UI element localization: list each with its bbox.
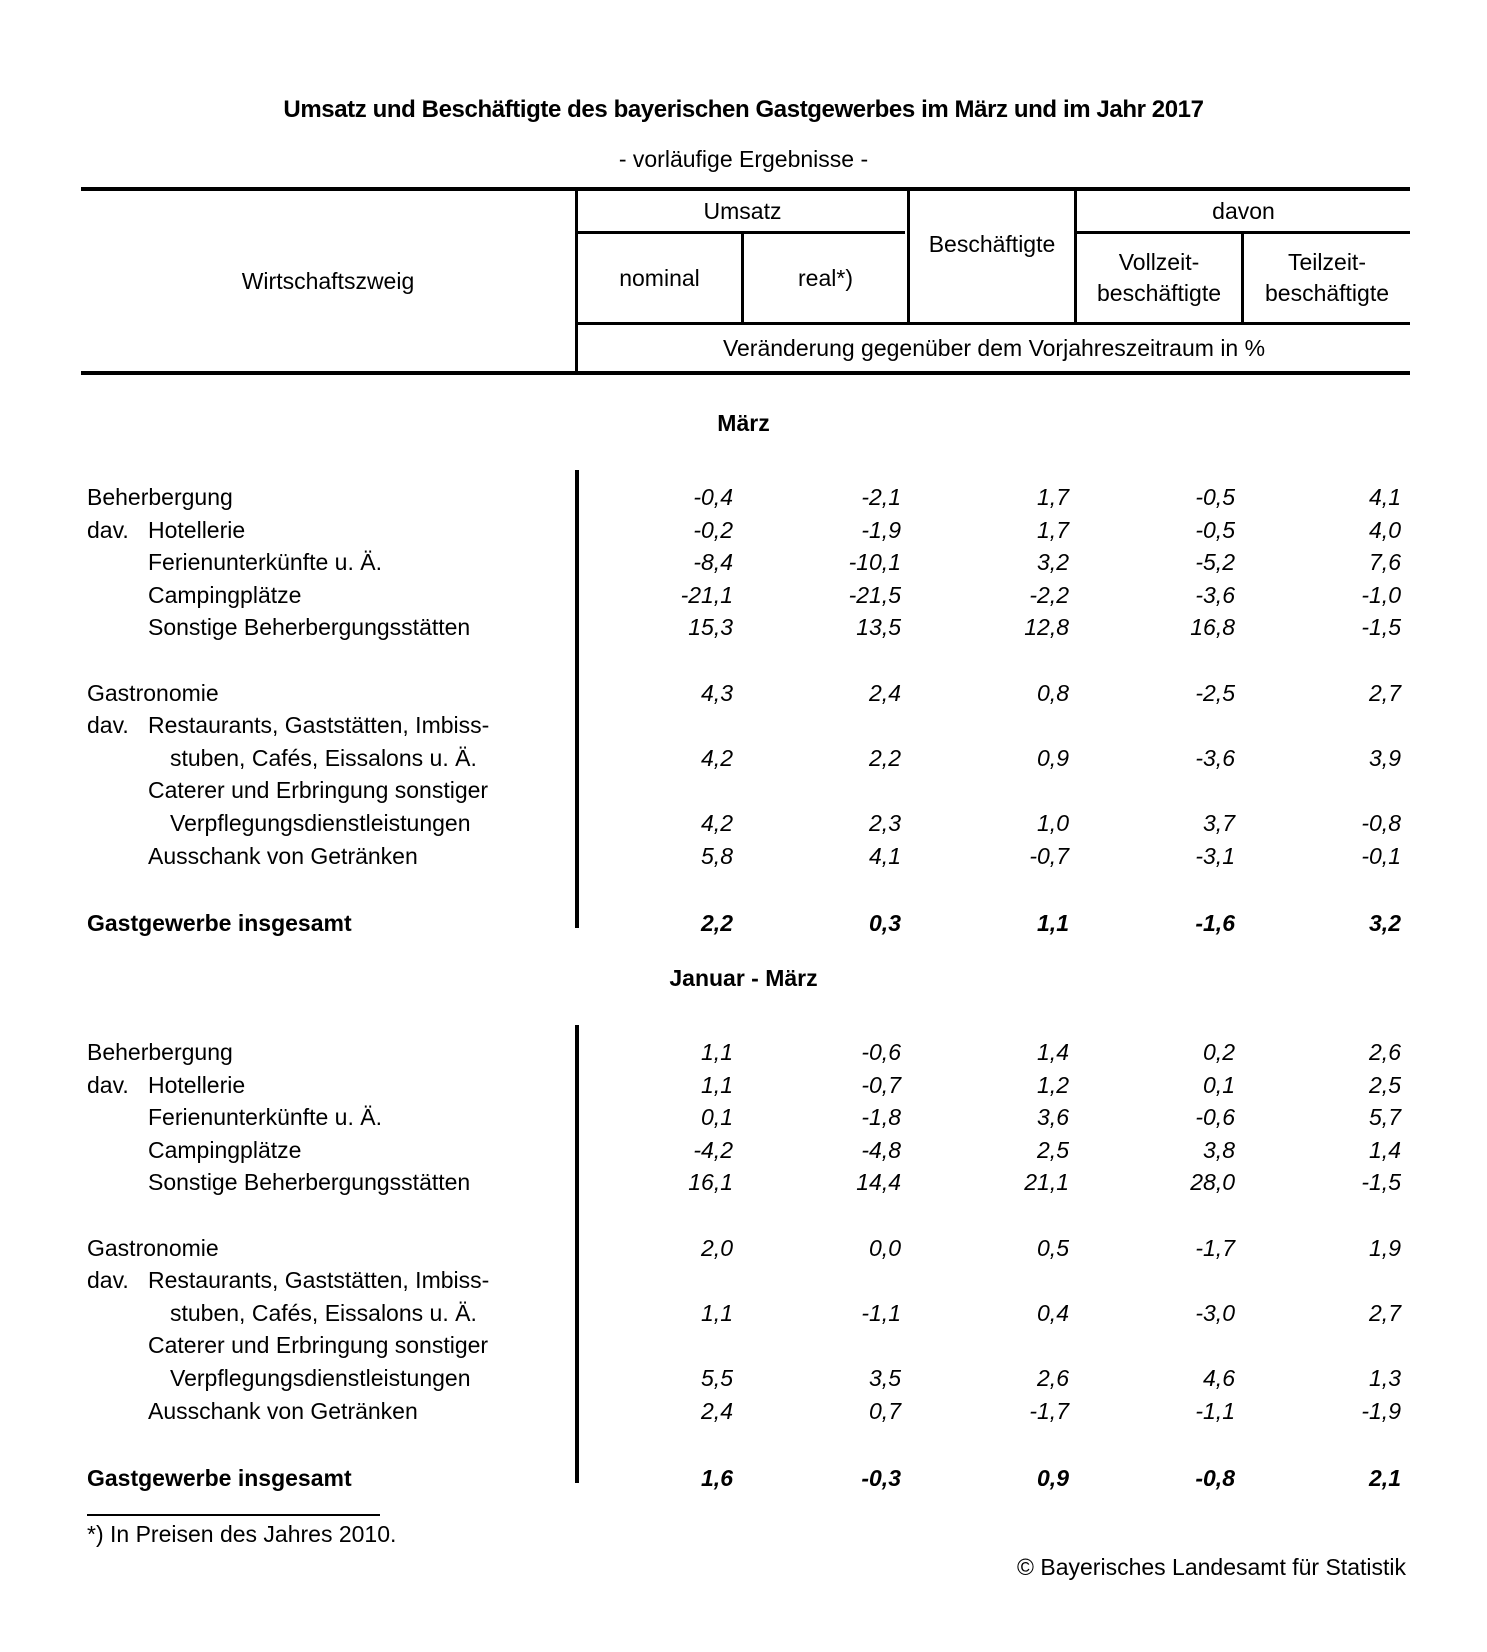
table-row [0,1039,1487,1071]
row-label-continued: Verpflegungsdienstleistungen [170,810,471,836]
cell-value: -1,7 [1195,1234,1235,1261]
cell-value: -1,8 [861,1104,901,1131]
table-row [0,1398,1487,1430]
cell-value: 1,1 [1037,909,1069,936]
cell-value: 3,2 [1037,549,1069,576]
row-label: Beherbergung [87,1039,233,1065]
table-row [0,1072,1487,1104]
cell-value: 1,7 [1037,484,1069,510]
cell-value: 1,0 [1037,810,1069,836]
row-label-continued: stuben, Cafés, Eissalons u. Ä. [170,744,477,771]
cell-value: 2,0 [701,1234,733,1261]
cell-value: 2,7 [1369,1299,1401,1326]
table-row [0,1365,1487,1397]
cell-value: 4,1 [1369,484,1401,510]
table-title: Umsatz und Beschäftigte des bayerischen Gastgewerbes im März und im Jahr 2017 [283,96,1204,123]
row-label: Sonstige Beherbergungsstätten [148,614,471,641]
row-prefix: dav. [87,712,129,739]
cell-value: 0,2 [1203,1039,1235,1065]
row-label: Hotellerie [148,516,246,543]
cell-value: 21,1 [1024,1169,1069,1196]
cell-value: 1,3 [1369,1365,1401,1391]
cell-value: 16,1 [688,1169,733,1196]
cell-value: -1,9 [1361,1397,1401,1424]
cell-value: -21,5 [848,581,901,608]
row-label-continued: stuben, Cafés, Eissalons u. Ä. [170,1299,477,1326]
cell-value: -1,9 [861,516,901,543]
cell-value: -2,5 [1195,679,1235,706]
cell-value: 0,0 [869,1234,901,1261]
row-label: Gastgewerbe insgesamt [87,1464,352,1491]
cell-value: -1,0 [1361,581,1401,608]
copyright: © Bayerisches Landesamt für Statistik [1017,1554,1406,1580]
table-row [0,680,1487,712]
cell-value: 0,1 [1203,1071,1235,1098]
cell-value: -0,3 [861,1464,901,1491]
row-prefix: dav. [87,516,129,543]
cell-value: 14,4 [856,1169,901,1196]
table-header [81,187,1410,375]
cell-value: -1,1 [1195,1397,1235,1424]
cell-value: -0,2 [693,516,733,543]
cell-value: -0,6 [861,1039,901,1065]
cell-value: 1,1 [701,1299,733,1326]
header-vollzeit: Vollzeit- beschäftigte [1096,249,1222,306]
cell-value: -0,1 [1361,842,1401,869]
header-wirtschaftszweig: Wirtschaftszweig [241,267,415,294]
cell-value: -3,6 [1195,581,1235,608]
cell-value: -0,7 [861,1071,901,1098]
cell-value: 7,6 [1369,549,1401,576]
cell-value: 4,2 [701,744,733,771]
table-row [0,1137,1487,1169]
cell-value: 1,2 [1037,1071,1069,1098]
table-row [0,1235,1487,1267]
row-label: Ferienunterkünfte u. Ä. [148,1104,382,1131]
cell-value: 0,9 [1037,1464,1069,1491]
row-label: Campingplätze [148,1136,302,1163]
row-label: Beherbergung [87,484,233,510]
cell-value: 1,6 [701,1464,733,1491]
table-row-total [0,1465,1487,1497]
cell-value: 4,1 [869,842,901,869]
cell-value: 13,5 [856,614,901,641]
table-row-total [0,910,1487,942]
cell-value: 5,8 [701,842,733,869]
table-row [0,614,1487,646]
cell-value: 2,1 [1369,1464,1401,1491]
cell-value: -0,8 [1195,1464,1235,1491]
cell-value: -8,4 [693,549,733,576]
cell-value: -2,1 [861,484,901,510]
table-subtitle: - vorläufige Ergebnisse - [618,146,869,172]
cell-value: 4,2 [701,810,733,836]
cell-value: -1,5 [1361,1169,1401,1196]
row-label: Campingplätze [148,581,302,608]
cell-value: 0,5 [1037,1234,1069,1261]
cell-value: 1,4 [1369,1136,1401,1163]
header-bottom-rule [81,371,1410,375]
row-label-continued: Verpflegungsdienstleistungen [170,1365,471,1391]
row-label: Caterer und Erbringung sonstiger [148,1332,489,1359]
cell-value: -0,5 [1195,484,1235,510]
cell-value: 2,2 [701,909,733,936]
table-row [0,1104,1487,1136]
cell-value: 4,3 [701,679,733,706]
cell-value: 2,2 [869,744,901,771]
table-row [0,582,1487,614]
cell-value: 4,0 [1369,516,1401,543]
cell-value: -0,5 [1195,516,1235,543]
header-unit: Veränderung gegenüber dem Vorjahreszeitraum in % [722,334,1266,361]
cell-value: 1,1 [701,1071,733,1098]
table-row [0,843,1487,875]
cell-value: 1,7 [1037,516,1069,543]
header-umsatz: Umsatz [703,197,782,224]
cell-value: -1,6 [1195,909,1235,936]
section-title-maerz: März [717,410,770,436]
cell-value: 1,4 [1037,1039,1069,1065]
cell-value: 16,8 [1190,614,1235,641]
cell-value: -3,6 [1195,744,1235,771]
cell-value: 2,6 [1037,1365,1069,1391]
header-davon: davon [1212,197,1275,224]
row-label: Hotellerie [148,1071,246,1098]
cell-value: 5,5 [701,1365,733,1391]
cell-value: 2,4 [869,679,901,706]
cell-value: -2,2 [1029,581,1069,608]
cell-value: 15,3 [688,614,733,641]
table-row [0,1300,1487,1332]
row-label: Gastronomie [87,1234,219,1261]
cell-value: -0,7 [1029,842,1069,869]
row-label: Sonstige Beherbergungsstätten [148,1169,471,1196]
row-label: Ausschank von Getränken [148,842,418,869]
cell-value: 12,8 [1024,614,1069,641]
cell-value: 0,7 [869,1397,901,1424]
row-label: Gastronomie [87,679,219,706]
header-real: real*) [798,264,853,291]
cell-value: -21,1 [680,581,733,608]
cell-value: 4,6 [1203,1365,1235,1391]
row-prefix: dav. [87,1267,129,1294]
section-title-jan-maerz: Januar - März [669,965,818,991]
table-row-label-line [0,1267,1487,1299]
cell-value: -1,7 [1029,1397,1069,1424]
row-label: Caterer und Erbringung sonstiger [148,777,489,804]
footnote-rule [87,1514,380,1516]
cell-value: 0,9 [1037,744,1069,771]
cell-value: 1,1 [701,1039,733,1065]
footnote: *) In Preisen des Jahres 2010. [87,1521,397,1547]
row-prefix: dav. [87,1071,129,1098]
cell-value: -1,1 [861,1299,901,1326]
cell-value: 0,1 [701,1104,733,1131]
cell-value: 2,5 [1037,1136,1069,1163]
table-row [0,745,1487,777]
cell-value: 2,7 [1369,679,1401,706]
table-row [0,549,1487,581]
row-label: Ausschank von Getränken [148,1397,418,1424]
cell-value: 2,3 [869,810,901,836]
cell-value: -0,6 [1195,1104,1235,1131]
cell-value: 2,4 [701,1397,733,1424]
table-row [0,1169,1487,1201]
cell-value: -0,8 [1361,810,1401,836]
cell-value: 2,6 [1369,1039,1401,1065]
cell-value: 3,6 [1037,1104,1069,1131]
table-row-label-line [0,712,1487,744]
cell-value: 3,5 [869,1365,901,1391]
cell-value: -4,2 [693,1136,733,1163]
table-row [0,810,1487,842]
row-label: Restaurants, Gaststätten, Imbiss- [148,712,490,739]
header-teilzeit: Teilzeit- beschäftigte [1264,249,1390,306]
table-row-label-line [0,1332,1487,1364]
cell-value: 3,8 [1203,1136,1235,1163]
cell-value: 1,9 [1369,1234,1401,1261]
cell-value: 3,2 [1369,909,1401,936]
cell-value: 3,7 [1203,810,1235,836]
header-beschaeftigte: Beschäftigte [928,230,1056,257]
table-row [0,484,1487,516]
cell-value: -0,4 [693,484,733,510]
cell-value: -5,2 [1195,549,1235,576]
cell-value: -3,0 [1195,1299,1235,1326]
table-row [0,517,1487,549]
row-label: Ferienunterkünfte u. Ä. [148,549,382,576]
cell-value: 28,0 [1190,1169,1235,1196]
cell-value: 0,8 [1037,679,1069,706]
cell-value: -10,1 [848,549,901,576]
cell-value: 3,9 [1369,744,1401,771]
cell-value: 5,7 [1369,1104,1401,1131]
cell-value: -1,5 [1361,614,1401,641]
cell-value: 0,3 [869,909,901,936]
cell-value: 2,5 [1369,1071,1401,1098]
row-label: Gastgewerbe insgesamt [87,909,352,936]
table-row-label-line [0,777,1487,809]
cell-value: -4,8 [861,1136,901,1163]
header-nominal: nominal [619,264,700,291]
cell-value: -3,1 [1195,842,1235,869]
cell-value: 0,4 [1037,1299,1069,1326]
row-label: Restaurants, Gaststätten, Imbiss- [148,1267,490,1294]
